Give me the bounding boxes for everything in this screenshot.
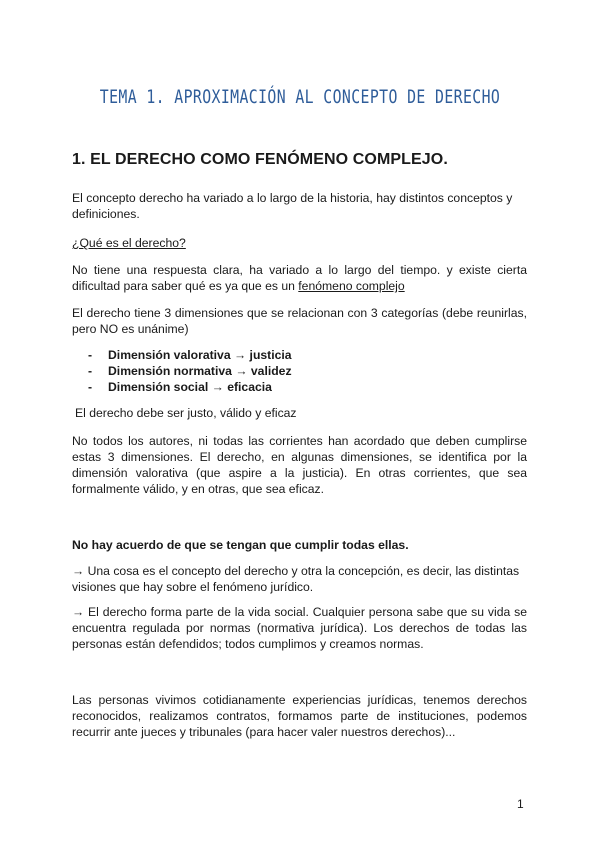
page-number: 1: [517, 797, 524, 811]
list-item-text: Dimensión social → eficacia: [108, 380, 272, 394]
paragraph-experiences: Las personas vivimos cotidianamente experiencias jurídicas, tenemos derechos reconocidos, realizamos contratos, formamos parte de instituciones, podemos recurrir ante jueces y tribunales (para hacer valer nuestros derechos)...: [72, 693, 527, 739]
paragraph-definition: [72, 262, 527, 294]
complex-phenomenon-link: fenómeno complejo: [298, 279, 405, 293]
section-heading: 1. EL DERECHO COMO FENÓMENO COMPLEJO.: [72, 151, 448, 168]
paragraph-intro: El concepto derecho ha variado a lo largo de la historia, hay distintos conceptos y definiciones.: [72, 191, 513, 221]
list-dash: -: [88, 364, 93, 378]
page-title: TEMA 1. APROXIMACIÓN AL CONCEPTO DE DERECHO: [99, 86, 501, 108]
paragraph-summary: El derecho debe ser justo, válido y eficaz: [75, 406, 297, 420]
paragraph-authors: No todos los autores, ni todas las corrientes han acordado que deben cumplirse estas 3 dimensiones. El derecho, en algunas dimensiones, se identifica por la dimensión valorativa (que aspire a la justicia). En otras corrientes, que sea formalmente válido, y en otras, que sea eficaz.: [72, 434, 527, 496]
question-heading: ¿Qué es el derecho?: [72, 236, 186, 250]
bold-statement: No hay acuerdo de que se tengan que cumplir todas ellas.: [72, 538, 409, 552]
list-item-text: Dimensión normativa → validez: [108, 364, 292, 378]
list-item-text: Dimensión valorativa → justicia: [108, 348, 292, 362]
paragraph-definition-text: No tiene una respuesta clara, ha variado a lo largo del tiempo. y existe cierta dificultad para saber qué es ya que es un: [72, 263, 527, 293]
list-item: [88, 347, 292, 363]
list-dash: -: [88, 348, 93, 362]
paragraph-social-life: → El derecho forma parte de la vida social. Cualquier persona sabe que su vida se encuentra regulada por normas (normativa jurídica). Los derechos de todas las personas están defendidos; todos cumplimos y creamos normas.: [72, 605, 527, 651]
list-dash: -: [88, 380, 93, 394]
paragraph-dimensions: El derecho tiene 3 dimensiones que se relacionan con 3 categorías (debe reunirlas, pero NO es unánime): [72, 306, 527, 336]
list-item: [88, 379, 292, 395]
paragraph-concept: → Una cosa es el concepto del derecho y otra la concepción, es decir, las distintas visiones que hay sobre el fenómeno jurídico.: [72, 564, 520, 594]
dimension-list: [88, 347, 292, 395]
list-item: [88, 363, 292, 379]
